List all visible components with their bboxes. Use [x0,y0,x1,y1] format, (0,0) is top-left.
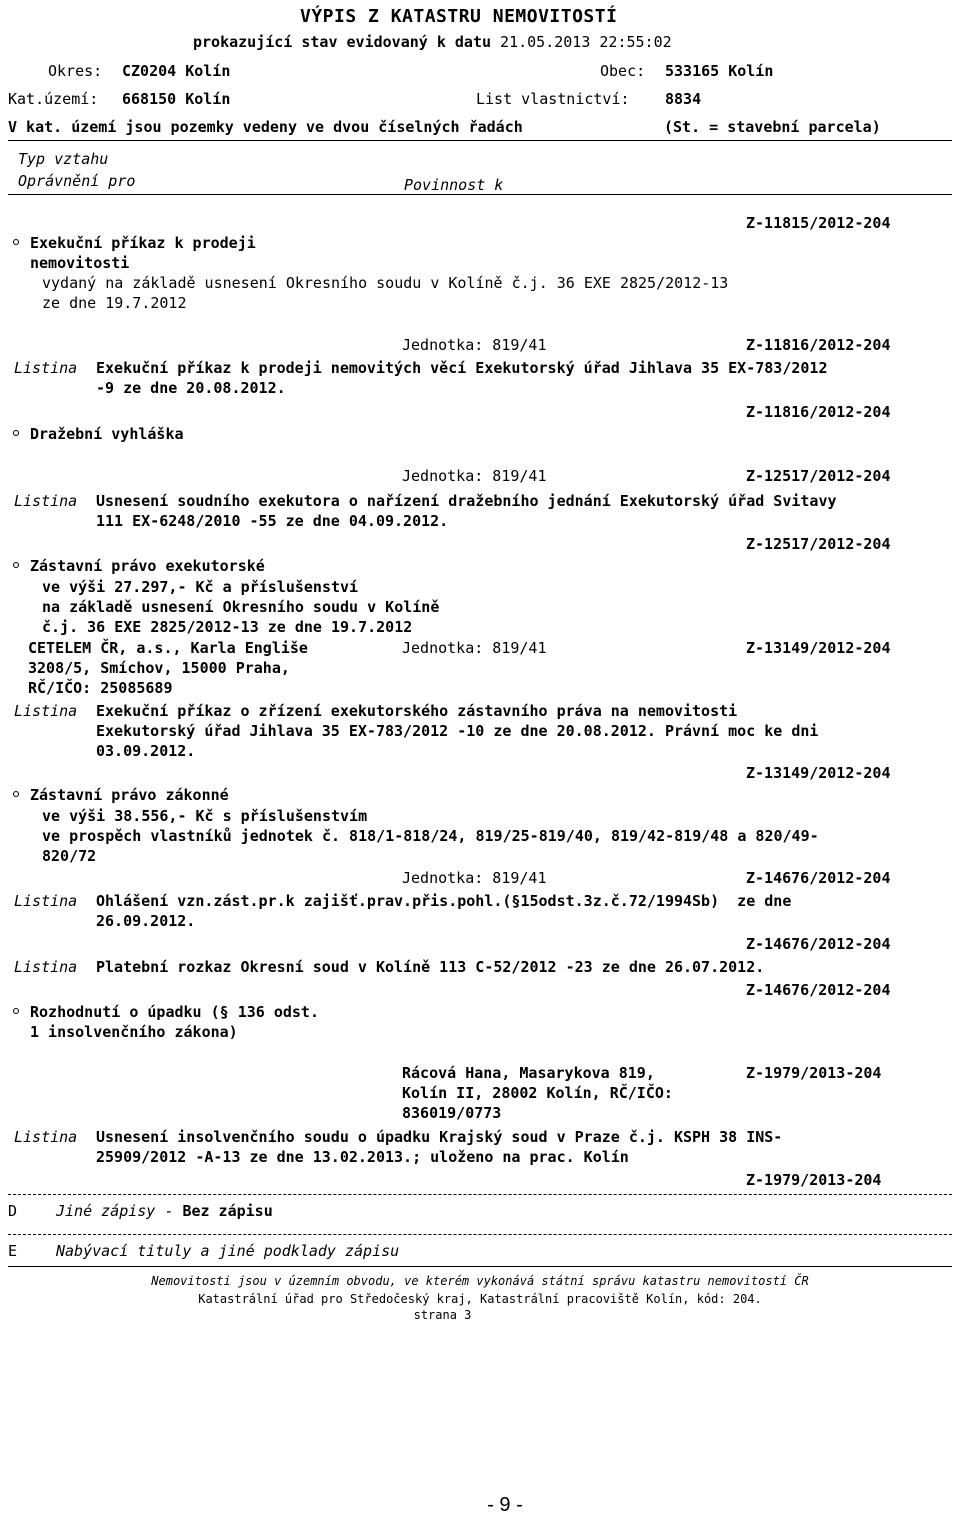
entry2-ref: Z-11816/2012-204 [746,403,891,421]
entry3-detail-cont: na základě usnesení Okresního soudu v Kolíně [42,598,440,616]
entry5-person-address: Kolín II, 28002 Kolín, RČ/IČO: [402,1084,673,1102]
entry4-listina1: Ohlášení vzn.zást.pr.k zajišť.prav.přis.pohl.(§15odst.3z.č.72/1994Sb) ze dne [96,892,792,910]
entry3-creditor: CETELEM ČR, a.s., Karla Engliše [28,639,308,657]
section-e-divider [8,1234,952,1235]
column-povinnost-k: Povinnost k [404,176,504,194]
footer-line1: Nemovitosti jsou v územním obvodu, ve kterém vykonává státní správu katastru nemovitostí ČR [151,1274,809,1288]
entry1-listina-label: Listina [14,359,78,377]
column-typ-vztahu: Typ vztahu [18,150,109,168]
entry4-listina1-cont: 26.09.2012. [96,912,196,930]
list-vlastnictvi-label: List vlastnictví: [476,90,630,108]
entry4-detail-cont2: 820/72 [42,847,97,865]
katuzemi-label: Kat.území: [8,90,99,108]
entry5-listina-ref: Z-1979/2013-204 [746,1171,882,1189]
header-divider [8,140,952,141]
entry5-listina: Usnesení insolvenčního soudu o úpadku Krajský soud v Praze č.j. KSPH 38 INS- [96,1128,783,1146]
entry1-detail-cont: ze dne 19.7.2012 [42,294,187,312]
entry4-jednotka-ref: Z-14676/2012-204 [746,869,891,887]
entry2-jednotka-ref: Z-12517/2012-204 [746,467,891,485]
entry1-jednotka-ref: Z-11816/2012-204 [746,336,891,354]
section-e-letter: E [8,1242,18,1260]
subtitle-prefix: prokazující stav evidovaný k datu [193,33,501,51]
section-d-separator: - [155,1202,183,1220]
entry5-listina-cont: 25909/2012 -A-13 ze dne 13.02.2013.; uloženo na prac. Kolín [96,1148,629,1166]
entry5-listina-label: Listina [14,1128,78,1146]
entry3-bullet-icon [13,562,19,568]
footer-line2: Katastrální úřad pro Středočeský kraj, Katastrální pracoviště Kolín, kód: 204. [198,1292,762,1306]
entry4-listina2-label: Listina [14,958,78,976]
page-number: - 9 - [487,1494,523,1516]
entry3-listina: Exekuční příkaz o zřízení exekutorského zástavního práva na nemovitosti [96,702,738,720]
subtitle-date: 21.05.2013 22:55:02 [500,33,672,51]
entry4-bullet-icon [13,791,19,797]
entry1-ref: Z-11815/2012-204 [746,214,891,232]
entry4-listina1-label: Listina [14,892,78,910]
entry3-creditor-address: 3208/5, Smíchov, 15000 Praha, [28,659,290,677]
entry3-title: Zástavní právo exekutorské [30,557,265,575]
obec-label: Obec: [600,62,646,80]
obec-value: 533165 Kolín [665,62,774,80]
entry2-listina-cont: 111 EX-6248/2010 -55 ze dne 04.09.2012. [96,512,449,530]
entry5-person-id: 836019/0773 [402,1104,502,1122]
entry3-ref: Z-12517/2012-204 [746,535,891,553]
list-vlastnictvi-value: 8834 [665,90,702,108]
okres-value: CZ0204 Kolín [122,62,231,80]
entry1-listina: Exekuční příkaz k prodeji nemovitých věcí Exekutorský úřad Jihlava 35 EX-783/2012 [96,359,828,377]
entry4-listina2: Platební rozkaz Okresní soud v Kolíně 113 C-52/2012 -23 ze dne 26.07.2012. [96,958,765,976]
document-title: VÝPIS Z KATASTRU NEMOVITOSTÍ [300,6,618,27]
footer-divider [8,1266,952,1267]
section-d-value: Bez zápisu [182,1202,273,1220]
parcel-note-legend: (St. = stavební parcela) [664,118,881,136]
document-subtitle [193,33,672,51]
entry2-listina: Usnesení soudního exekutora o nařízení dražebního jednání Exekutorský úřad Svitavy [96,492,837,510]
entry5-title-cont: 1 insolvenčního zákona) [30,1023,238,1041]
entry4-title: Zástavní právo zákonné [30,786,229,804]
entry3-listina-cont: Exekutorský úřad Jihlava 35 EX-783/2012 -10 ze dne 20.08.2012. Právní moc ke dni [96,722,819,740]
entry3-listina-label: Listina [14,702,78,720]
entry1-title: Exekuční příkaz k prodeji [30,234,256,252]
okres-label: Okres: [48,62,103,80]
entry5-person: Rácová Hana, Masarykova 819, [402,1064,655,1082]
entry5-title: Rozhodnutí o úpadku (§ 136 odst. [30,1003,319,1021]
footer-page-label: strana 3 [413,1308,472,1322]
parcel-note: V kat. území jsou pozemky vedeny ve dvou číselných řadách [8,118,523,136]
entry4-detail: ve výši 38.556,- Kč s příslušenstvím [42,807,368,825]
entry4-listina2-ref: Z-14676/2012-204 [746,981,891,999]
entry3-detail-cont2: č.j. 36 EXE 2825/2012-13 ze dne 19.7.2012 [42,618,413,636]
section-d-divider [8,1194,952,1195]
entry3-detail: ve výši 27.297,- Kč a příslušenství [42,578,359,596]
entry3-jednotka-ref: Z-13149/2012-204 [746,639,891,657]
entry2-listina-label: Listina [14,492,78,510]
entry1-detail: vydaný na základě usnesení Okresního soudu v Kolíně č.j. 36 EXE 2825/2012-13 [42,274,729,292]
entry4-ref: Z-13149/2012-204 [746,764,891,782]
entry4-detail-cont: ve prospěch vlastníků jednotek č. 818/1-818/24, 819/25-819/40, 819/42-819/48 a 820/49- [42,827,819,845]
entry2-bullet-icon [13,430,19,436]
entry3-listina-cont2: 03.09.2012. [96,742,196,760]
entry5-person-ref: Z-1979/2013-204 [746,1064,882,1082]
entry3-creditor-id: RČ/IČO: 25085689 [28,679,173,697]
section-e-label: Nabývací tituly a jiné podklady zápisu [56,1242,400,1260]
section-d-heading [56,1202,273,1220]
entry4-jednotka: Jednotka: 819/41 [402,869,547,887]
entry1-jednotka: Jednotka: 819/41 [402,336,547,354]
entry1-listina-cont: -9 ze dne 20.08.2012. [96,379,286,397]
entry1-title-cont: nemovitosti [30,254,130,272]
section-d-label: Jiné zápisy [56,1202,156,1220]
entry5-bullet-icon [13,1008,19,1014]
column-opravneni-pro: Oprávnění pro [18,172,136,190]
entry2-title: Dražební vyhláška [30,425,184,443]
entry2-jednotka: Jednotka: 819/41 [402,467,547,485]
entry3-jednotka: Jednotka: 819/41 [402,639,547,657]
section-d-letter: D [8,1202,18,1220]
katuzemi-value: 668150 Kolín [122,90,231,108]
entry1-bullet-icon [13,239,19,245]
column-divider [8,194,952,195]
entry4-listina1-ref: Z-14676/2012-204 [746,935,891,953]
